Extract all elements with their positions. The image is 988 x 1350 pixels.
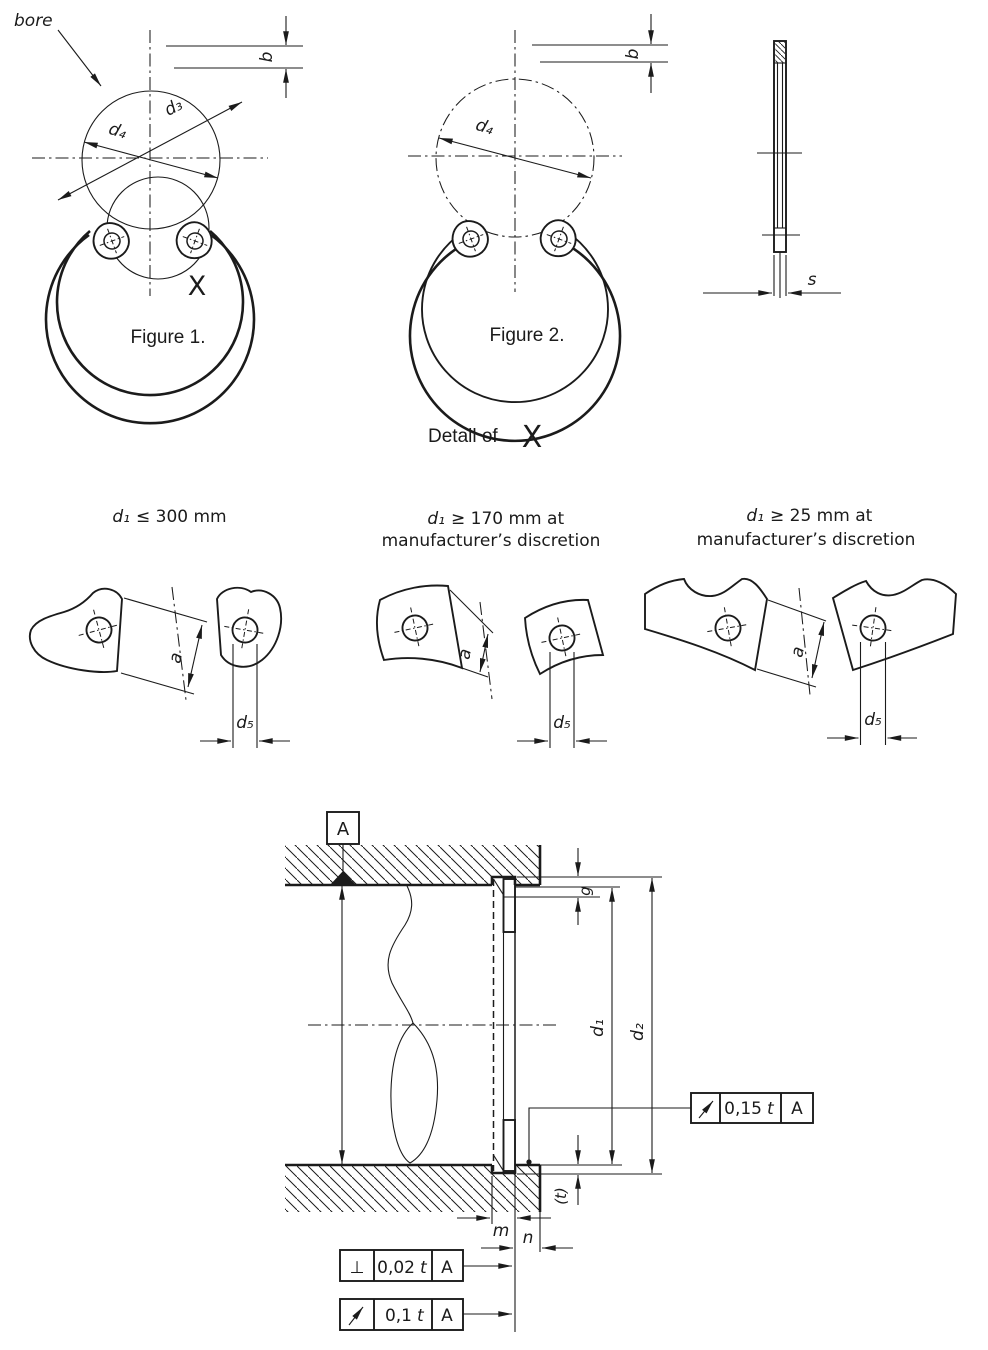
dim-g-label: g [576,886,594,896]
ring-section-hatch [775,42,785,63]
ring-section-top [504,879,516,932]
perpendicularity-icon: ⊥ [349,1258,365,1278]
variant3-left-lug [645,579,767,670]
tolerance2-datum: A [441,1258,453,1278]
side-view [703,41,841,298]
dim-b-label-figure1: b [257,51,277,63]
dim-d4-label-figure1: d₄ [106,119,130,144]
variant3-condition-var: d₁ [746,506,764,526]
dim-n-label: n [522,1228,534,1248]
dim-d3-label: d₃ [161,94,187,121]
tolerance1-variable: t [767,1099,774,1119]
housing-top-hatch [285,845,540,885]
figure2-caption: Figure 2. [489,325,565,346]
tolerance1-datum: A [791,1099,803,1119]
tolerance2-value: 0,02 [377,1258,415,1278]
variant1-condition-text: ≤ 300 mm [136,507,227,527]
variant2-condition-note: manufacturer’s discretion [381,531,601,551]
dim-a-label-variant3: a [787,644,809,660]
variant3-condition-note: manufacturer’s discretion [696,530,916,550]
tolerance1-value: 0,15 [724,1099,762,1119]
dim-t-label: (t) [552,1187,570,1205]
detail-x-marker: X [187,271,207,302]
bore-label: bore [14,11,53,31]
dim-a-label-variant2: a [454,647,476,661]
tolerance3-value: 0,1 [384,1306,412,1326]
dim-a-label-variant1: a [165,650,187,666]
dim-d5-label-variant1: d₅ [236,713,254,733]
dim-d1-label: d₁ [588,1019,608,1037]
figure-1 [14,11,303,423]
datum-label: A [336,819,350,840]
section-view [285,812,813,1332]
variant1-condition-var: d₁ [112,507,130,527]
detail-variant-3 [645,506,956,745]
dim-d5-label-variant3: d₅ [864,710,882,730]
tolerance-frame-perpendicularity [340,1250,512,1281]
figure2-ring-inner-edge [422,232,608,402]
variant3-right-lug [833,579,956,670]
tolerance-frame-runout-015 [526,1093,813,1165]
detail-heading-text: Detail of [428,426,498,447]
variant2-condition-text: ≥ 170 mm at [451,509,565,529]
figure1-caption: Figure 1. [130,327,206,348]
tolerance-frame-runout-01 [340,1299,512,1330]
detail-heading-x-ref: X [521,420,543,455]
detail-heading [428,420,542,455]
ring-section-bottom [504,1120,516,1171]
tolerance3-variable: t [417,1306,424,1326]
detail-variant-1 [30,507,290,748]
variant2-condition-var: d₁ [427,509,445,529]
dim-b-label-figure2: b [623,48,643,60]
ring-section-outline [774,41,786,252]
dim-d2-label: d₂ [628,1023,648,1041]
figure1-ring-inner-edge [57,231,243,395]
dim-d5-label-variant2: d₅ [553,713,571,733]
dim-d4-label-figure2: d₄ [473,115,497,140]
broken-out-section [391,1023,438,1163]
break-line [388,886,413,1023]
tolerance3-datum: A [441,1306,453,1326]
dim-m-label: m [492,1221,510,1241]
variant3-condition-text: ≥ 25 mm at [770,506,873,526]
tolerance2-variable: t [420,1258,427,1278]
detail-variant-2 [377,509,607,748]
figure-2 [408,14,668,441]
dim-s-label: s [807,270,817,290]
